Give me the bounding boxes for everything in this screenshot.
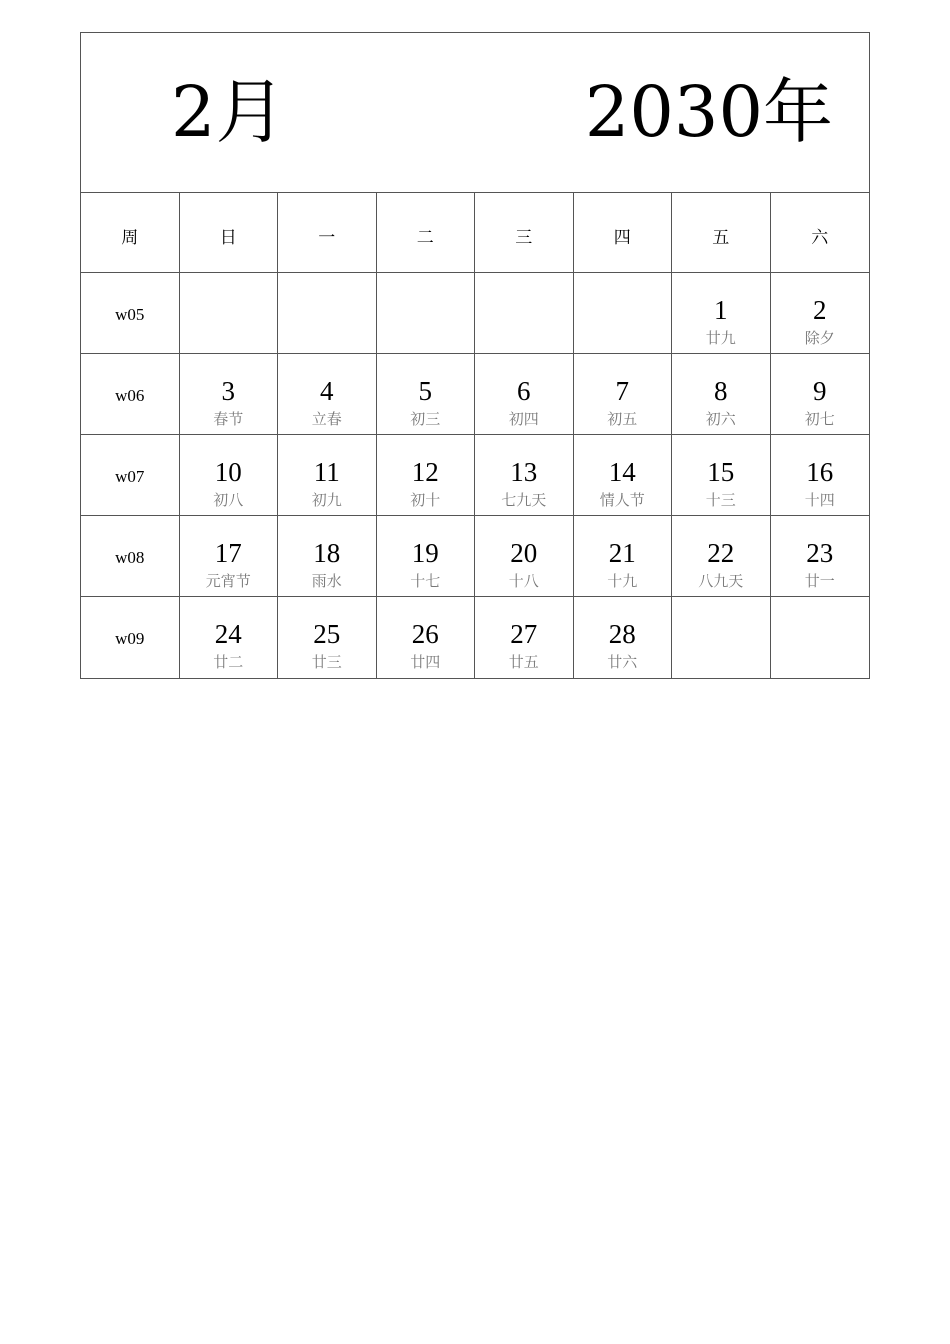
day-number: 1 — [714, 295, 728, 325]
day-number: 17 — [214, 538, 242, 568]
lunar-date: 立春 — [311, 410, 342, 428]
day-number: 5 — [418, 376, 432, 406]
lunar-date: 廿三 — [311, 653, 342, 671]
weekday-header-cell — [672, 193, 771, 273]
day-cell — [377, 516, 476, 597]
weekday-header-cell — [475, 193, 574, 273]
lunar-date: 十四 — [804, 491, 835, 509]
day-number: 18 — [313, 538, 341, 568]
empty-day-cell — [672, 597, 771, 678]
empty-day-cell — [377, 273, 476, 354]
day-cell — [278, 354, 377, 435]
weekday-header-cell — [771, 193, 870, 273]
weekday-label: 六 — [811, 228, 829, 248]
lunar-date: 廿四 — [410, 653, 441, 671]
weekday-label: 四 — [613, 228, 631, 248]
weekday-label: 日 — [219, 228, 237, 248]
day-number: 25 — [313, 619, 341, 649]
lunar-date: 初九 — [311, 491, 342, 509]
weekday-header-cell — [278, 193, 377, 273]
day-cell — [574, 597, 673, 678]
week-number-cell — [81, 354, 180, 435]
day-cell — [771, 435, 870, 516]
year-title: 2030年 — [584, 71, 833, 153]
day-cell — [278, 597, 377, 678]
lunar-date: 十三 — [705, 491, 736, 509]
week-number-cell — [81, 597, 180, 678]
calendar — [80, 32, 870, 679]
day-number: 28 — [608, 619, 636, 649]
lunar-date: 初五 — [607, 410, 638, 428]
empty-day-cell — [771, 597, 870, 678]
day-number: 20 — [510, 538, 538, 568]
lunar-date: 廿一 — [804, 572, 835, 590]
lunar-date: 春节 — [213, 410, 244, 428]
day-number: 7 — [615, 376, 629, 406]
lunar-date: 情人节 — [599, 491, 645, 509]
lunar-date: 初七 — [804, 410, 835, 428]
weekday-label: 周 — [121, 228, 139, 248]
day-cell — [475, 516, 574, 597]
day-cell — [771, 516, 870, 597]
lunar-date: 廿九 — [705, 329, 736, 347]
day-cell — [672, 354, 771, 435]
day-number: 24 — [214, 619, 242, 649]
lunar-date: 元宵节 — [205, 572, 251, 590]
weekday-label: 一 — [318, 228, 336, 248]
weeks-grid — [81, 273, 869, 678]
day-cell — [475, 435, 574, 516]
week-number-cell — [81, 516, 180, 597]
day-cell — [574, 516, 673, 597]
day-cell — [180, 516, 279, 597]
day-cell — [180, 354, 279, 435]
day-cell — [672, 273, 771, 354]
day-number: 15 — [707, 457, 735, 487]
day-cell — [475, 354, 574, 435]
day-cell — [574, 435, 673, 516]
weekday-header-cell — [180, 193, 279, 273]
week-number-label: w07 — [115, 467, 145, 486]
lunar-date: 初四 — [508, 410, 539, 428]
lunar-date: 廿五 — [508, 653, 539, 671]
day-cell — [475, 597, 574, 678]
calendar-header — [81, 33, 869, 193]
day-cell — [377, 354, 476, 435]
lunar-date: 十七 — [410, 572, 441, 590]
week-number-label: w09 — [115, 629, 145, 648]
lunar-date: 八九天 — [698, 572, 744, 590]
day-number: 9 — [813, 376, 827, 406]
day-cell — [672, 516, 771, 597]
lunar-date: 雨水 — [311, 572, 342, 590]
empty-day-cell — [180, 273, 279, 354]
day-number: 4 — [320, 376, 334, 406]
day-cell — [771, 354, 870, 435]
day-cell — [278, 435, 377, 516]
day-number: 23 — [806, 538, 834, 568]
lunar-date: 初六 — [705, 410, 736, 428]
weekday-label: 二 — [416, 228, 434, 248]
day-cell — [574, 354, 673, 435]
day-number: 10 — [214, 457, 242, 487]
lunar-date: 初三 — [410, 410, 441, 428]
day-number: 3 — [221, 376, 235, 406]
day-cell — [377, 435, 476, 516]
weekday-label: 五 — [712, 228, 730, 248]
day-number: 27 — [510, 619, 538, 649]
week-number-cell — [81, 273, 180, 354]
day-number: 22 — [707, 538, 735, 568]
lunar-date: 廿六 — [607, 653, 638, 671]
weekday-header-cell — [377, 193, 476, 273]
day-number: 8 — [714, 376, 728, 406]
weekday-row — [81, 193, 869, 273]
day-cell — [180, 597, 279, 678]
weekday-header-cell — [574, 193, 673, 273]
lunar-date: 廿二 — [213, 653, 244, 671]
lunar-date: 除夕 — [804, 329, 835, 347]
week-number-cell — [81, 435, 180, 516]
day-number: 19 — [411, 538, 439, 568]
empty-day-cell — [278, 273, 377, 354]
week-number-label: w08 — [115, 548, 145, 567]
day-cell — [180, 435, 279, 516]
month-title: 2月 — [171, 71, 286, 153]
day-number: 6 — [517, 376, 531, 406]
lunar-date: 初十 — [410, 491, 441, 509]
lunar-date: 七九天 — [501, 491, 547, 509]
lunar-date: 十九 — [607, 572, 638, 590]
day-number: 14 — [608, 457, 636, 487]
lunar-date: 十八 — [508, 572, 539, 590]
lunar-date: 初八 — [213, 491, 244, 509]
day-number: 11 — [313, 457, 340, 487]
day-number: 16 — [806, 457, 834, 487]
empty-day-cell — [475, 273, 574, 354]
day-cell — [377, 597, 476, 678]
week-number-label: w05 — [115, 305, 145, 324]
weekday-label: 三 — [515, 228, 533, 248]
day-number: 13 — [510, 457, 538, 487]
day-number: 12 — [411, 457, 439, 487]
day-number: 26 — [411, 619, 439, 649]
weekday-header-cell — [81, 193, 180, 273]
day-cell — [278, 516, 377, 597]
day-number: 2 — [813, 295, 827, 325]
week-number-label: w06 — [115, 386, 145, 405]
day-cell — [672, 435, 771, 516]
day-cell — [771, 273, 870, 354]
empty-day-cell — [574, 273, 673, 354]
day-number: 21 — [608, 538, 636, 568]
